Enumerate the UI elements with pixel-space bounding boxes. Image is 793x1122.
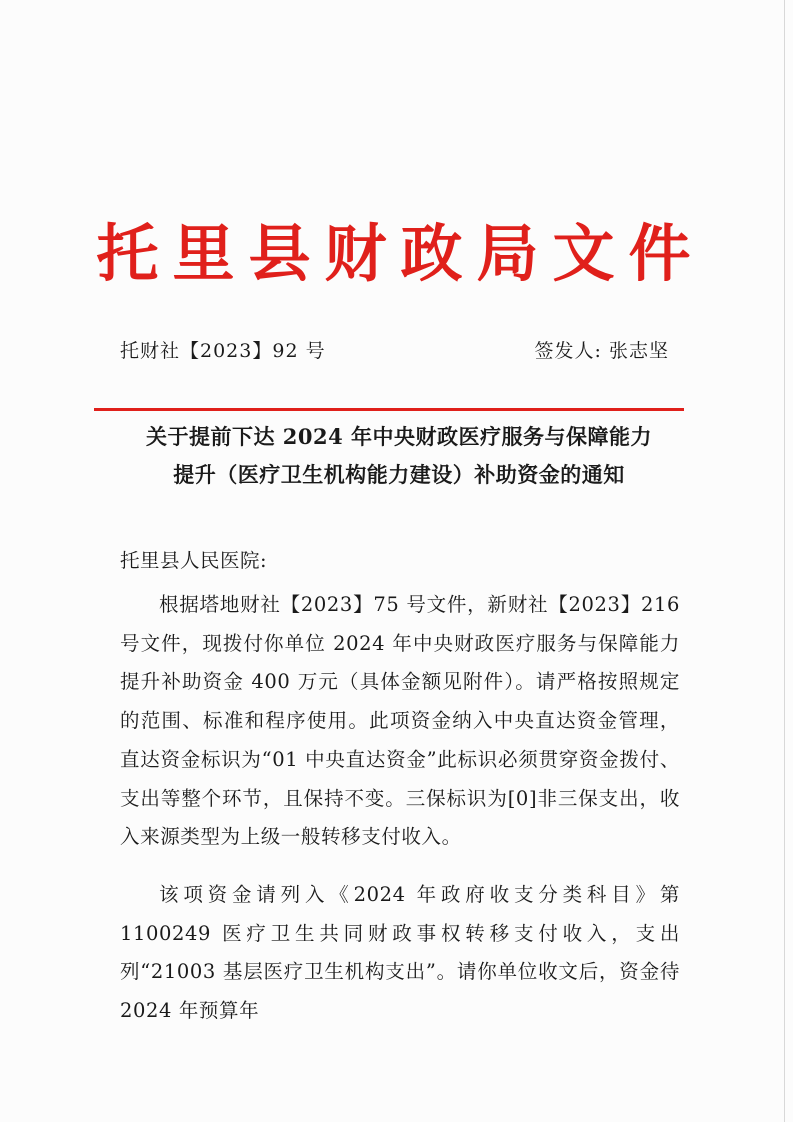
body-paragraph-2: 该项资金请列入《2024 年政府收支分类科目》第 1100249 医疗卫生共同财政事权转移支付收入，支出列“21003 基层医疗卫生机构支出”。请你单位收文后，资金待 2024 年预算年 [120,883,680,1023]
signer: 签发人: 张志坚 [534,340,669,362]
red-divider-line [94,408,684,411]
notice-title-line-1: 关于提前下达 2024 年中央财政医疗服务与保障能力 [145,424,653,449]
document-header-title: 托里县财政局文件 [96,217,705,290]
body-paragraph-1: 根据塔地财社【2023】75 号文件，新财社【2023】216 号文件，现拨付你单位 2024 年中央财政医疗服务与保障能力提升补助资金 400 万元（具体金额见附件）。请严格按照规定的范围、标准和程序使用。此项资金纳入中央直达资金管理，直达资金标识为“01 中央直达资金”此标识必须贯穿资金拨付、支出等整个环节，且保持不变。三保标识为[0]非三保支出，收入来源类型为上级一般转移支付收入。 [120,593,680,849]
document-number: 托财社【2023】92 号 [120,340,326,362]
scan-edge-line [784,0,785,1122]
notice-title-line-2: 提升（医疗卫生机构能力建设）补助资金的通知 [173,462,625,487]
notice-title [104,418,694,494]
addressee: 托里县人民医院: [120,549,268,572]
